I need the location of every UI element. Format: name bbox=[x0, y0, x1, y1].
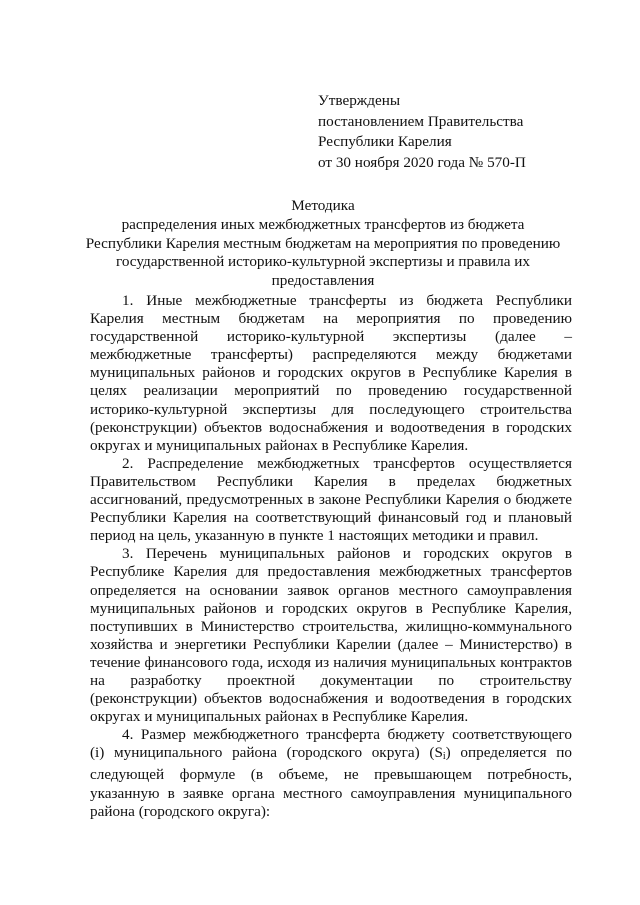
paragraph-2 bbox=[90, 455, 572, 545]
subscript-i: i bbox=[442, 751, 446, 763]
document-body bbox=[90, 292, 572, 821]
paragraph-line: Республике Карелия для предоставления межбюджетных трансфертов bbox=[90, 563, 572, 581]
title-line: государственной историко-культурной экспертизы и правила их bbox=[115, 253, 530, 271]
paragraph-3 bbox=[90, 545, 572, 726]
approval-line: постановлением Правительства bbox=[318, 112, 524, 130]
paragraph-4 bbox=[90, 726, 572, 820]
paragraph-line: поступивших в Министерство строительства, жилищно-коммунального bbox=[90, 617, 572, 635]
paragraph-line: период на цель, указанную в пункте 1 настоящих методики и правил. bbox=[90, 527, 539, 545]
paragraph-line: 2. Распределение межбюджетных трансфертов осуществляется bbox=[122, 454, 572, 472]
paragraph-line: течение финансового года, исходя из наличия муниципальных контрактов bbox=[90, 653, 572, 671]
approval-line: от 30 ноября 2020 года № 570-П bbox=[318, 153, 526, 171]
approval-line: Республики Карелия bbox=[318, 133, 452, 150]
paragraph-line: хозяйства и энергетики Республики Карелии (далее – Министерство) в bbox=[90, 635, 572, 653]
paragraph-line: ассигнований, предусмотренных в законе Республики Карелия о бюджете bbox=[90, 491, 572, 509]
paragraph-line: района (городского округа): bbox=[90, 802, 271, 820]
line-text: (i) муниципального района (городского округа) (S bbox=[90, 744, 443, 762]
paragraph-line: 3. Перечень муниципальных районов и городских округов в bbox=[122, 545, 572, 563]
paragraph-line: округах и муниципальных районах в Республике Карелия. bbox=[90, 436, 469, 454]
paragraph-line: целях реализации мероприятий по проведению государственной bbox=[90, 382, 572, 400]
paragraph-line: муниципальных районов и городских округов в Республике Карелия в bbox=[90, 364, 572, 382]
title-line: Методика bbox=[291, 197, 355, 214]
paragraph-line: следующей формуле (в объеме, не превышающем потребность, bbox=[90, 766, 572, 784]
paragraph-line: 1. Иные межбюджетные трансферты из бюджета Республики bbox=[122, 292, 572, 309]
title-line: предоставления bbox=[271, 272, 375, 290]
paragraph-line: Республики Карелия на соответствующий финансовый год и плановый bbox=[90, 509, 572, 527]
paragraph-line: Правительством Республики Карелия в пределах бюджетных bbox=[90, 472, 572, 490]
paragraph-line-with-subscript bbox=[90, 744, 572, 766]
paragraph-line: межбюджетные трансферты) распределяются между бюджетами bbox=[90, 346, 572, 364]
paragraph-line: указанную в заявке органа местного самоуправления муниципального bbox=[90, 784, 572, 802]
document-title bbox=[84, 197, 562, 291]
paragraph-1 bbox=[90, 292, 572, 455]
paragraph-line: округах и муниципальных районах в Республике Карелия. bbox=[90, 708, 469, 726]
paragraph-line: 4. Размер межбюджетного трансферта бюджету соответствующего bbox=[122, 726, 572, 744]
paragraph-line: Карелия местным бюджетам на мероприятия по проведению bbox=[90, 310, 572, 328]
paragraph-line: историко-культурной экспертизы для последующего строительства bbox=[90, 400, 572, 418]
paragraph-line: государственной историко-культурной экспертизы (далее – bbox=[90, 328, 572, 346]
paragraph-line: определяется на основании заявок органов местного самоуправления bbox=[90, 581, 572, 599]
paragraph-line: (реконструкции) объектов водоснабжения и водоотведения в городских bbox=[90, 690, 572, 708]
paragraph-line: муниципальных районов и городских округов в Республике Карелия, bbox=[90, 599, 572, 617]
title-line: распределения иных межбюджетных трансфертов из бюджета bbox=[121, 215, 525, 233]
line-tail: ) определяется по bbox=[445, 744, 572, 762]
approval-line: Утверждены bbox=[318, 92, 401, 109]
title-line: Республики Карелия местным бюджетам на мероприятия по проведению bbox=[85, 234, 561, 252]
paragraph-line: на разработку проектной документации по строительству bbox=[90, 671, 572, 689]
approval-block bbox=[318, 91, 526, 173]
paragraph-line: (реконструкции) объектов водоснабжения и водоотведения в городских bbox=[90, 418, 572, 436]
